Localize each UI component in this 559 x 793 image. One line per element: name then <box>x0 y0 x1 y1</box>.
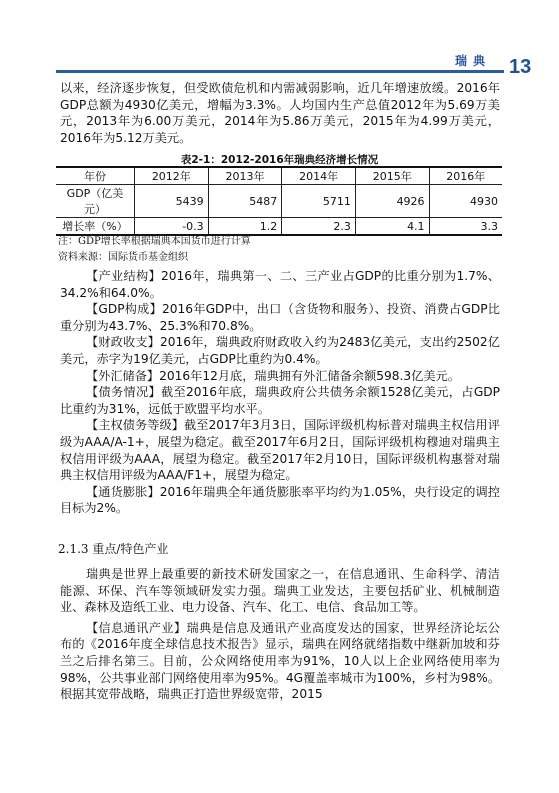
table-cell: -0.3 <box>135 218 209 236</box>
table-cell: GDP（亿美元） <box>56 185 135 218</box>
table-header-cell: 2012年 <box>135 167 209 185</box>
table-header-cell: 2016年 <box>429 167 502 185</box>
table-cell: 2.3 <box>282 218 356 236</box>
paragraph-sovereign-rating: 【主权债务等级】截至2017年3月3日，国际评级机构标普对瑞典主权信用评级为AAA/A-1+，展望为稳定。截至2017年6月2日，国际评级机构穆迪对瑞典主权信用评级为AAA，展望为稳定。截至2017年2月10日，国际评级机构惠誉对瑞典主权信用评级为AAA/F1+，展望为稳定。 <box>60 418 500 483</box>
section-title: 2.1.3 重点/特色产业 <box>58 542 169 556</box>
table-header-row <box>56 167 502 185</box>
table-source: 资料来源：国际货币基金组织 <box>58 252 188 263</box>
table-cell: 4930 <box>429 185 502 218</box>
table-cell: 5711 <box>282 185 356 218</box>
table-row <box>56 185 502 218</box>
table-header-cell: 2015年 <box>355 167 429 185</box>
page-number: 13 <box>509 56 532 78</box>
paragraph-forex-reserves: 【外汇储备】2016年12月底，瑞典拥有外汇储备余额598.3亿美元。 <box>86 368 460 383</box>
gdp-table <box>56 166 502 236</box>
paragraph-industry-structure: 【产业结构】2016年，瑞典第一、二、三产业占GDP的比重分别为1.7%、34.2%和64.0%。 <box>60 269 500 300</box>
table-cell: 5439 <box>135 185 209 218</box>
table-caption: 表2-1：2012-2016年瑞典经济增长情况 <box>180 154 379 166</box>
header-rule <box>56 70 504 73</box>
table-header-cell: 2013年 <box>208 167 282 185</box>
industry-paragraphs <box>60 566 500 703</box>
paragraph-fiscal: 【财政收支】2016年，瑞典政府财政收入约为2483亿美元，支出约2502亿美元，赤字为19亿美元，占GDP比重约为0.4%。 <box>60 335 500 366</box>
table-cell: 4.1 <box>355 218 429 236</box>
paragraph-inflation: 【通货膨胀】2016年瑞典全年通货膨胀率平均约为1.05%，央行设定的调控目标为2%。 <box>60 484 500 516</box>
table-cell: 1.2 <box>208 218 282 236</box>
table-row <box>56 218 502 236</box>
paragraph-industry-overview: 瑞典是世界上最重要的新技术研发国家之一，在信息通讯、生命科学、清洁能源、环保、汽车等领域研发实力强。瑞典工业发达，主要包括矿业、机械制造业、森林及造纸工业、电力设备、汽车、化工、电信、食品加工等。 <box>60 567 500 615</box>
economy-paragraphs <box>60 268 500 517</box>
table-header-cell: 年份 <box>56 167 135 185</box>
table-cell: 3.3 <box>429 218 502 236</box>
header-title: 瑞典 <box>455 54 492 68</box>
paragraph-gdp-composition: 【GDP构成】2016年GDP中，出口（含货物和服务）、投资、消费占GDP比重分别为43.7%、25.3%和70.8%。 <box>60 302 500 333</box>
intro-paragraph: 以来，经济逐步恢复，但受欧债危机和内需减弱影响，近几年增速放缓。2016年GDP总额为4930亿美元，增幅为3.3%。人均国内生产总值2012年为5.69万美元，2013年为6.00万美元，2014年为5.86万美元，2015年为4.99万美元，2016年为5.12万美元。 <box>60 81 500 145</box>
table-cell: 4926 <box>355 185 429 218</box>
table-cell: 5487 <box>208 185 282 218</box>
table-header-cell: 2014年 <box>282 167 356 185</box>
paragraph-debt: 【债务情况】截至2016年底，瑞典政府公共债务余额1528亿美元，占GDP比重约为31%，远低于欧盟平均水平。 <box>60 385 500 416</box>
table-cell: 增长率（%） <box>56 218 135 236</box>
paragraph-ict-industry: 【信息通讯产业】瑞典是信息及通讯产业高度发达的国家，世界经济论坛公布的《2016年度全球信息技术报告》显示，瑞典在网络就绪指数中继新加坡和芬兰之后排名第三。目前，公众网络使用率为91%，10人以上企业网络使用率为98%，公共事业部门网络使用率为95%。4G覆盖率城市为100%，乡村为98%。根据其宽带战略，瑞典正打造世界级宽带，2015 <box>60 620 500 702</box>
table-note: 注：GDP增长率根据瑞典本国货币进行计算 <box>58 236 251 247</box>
